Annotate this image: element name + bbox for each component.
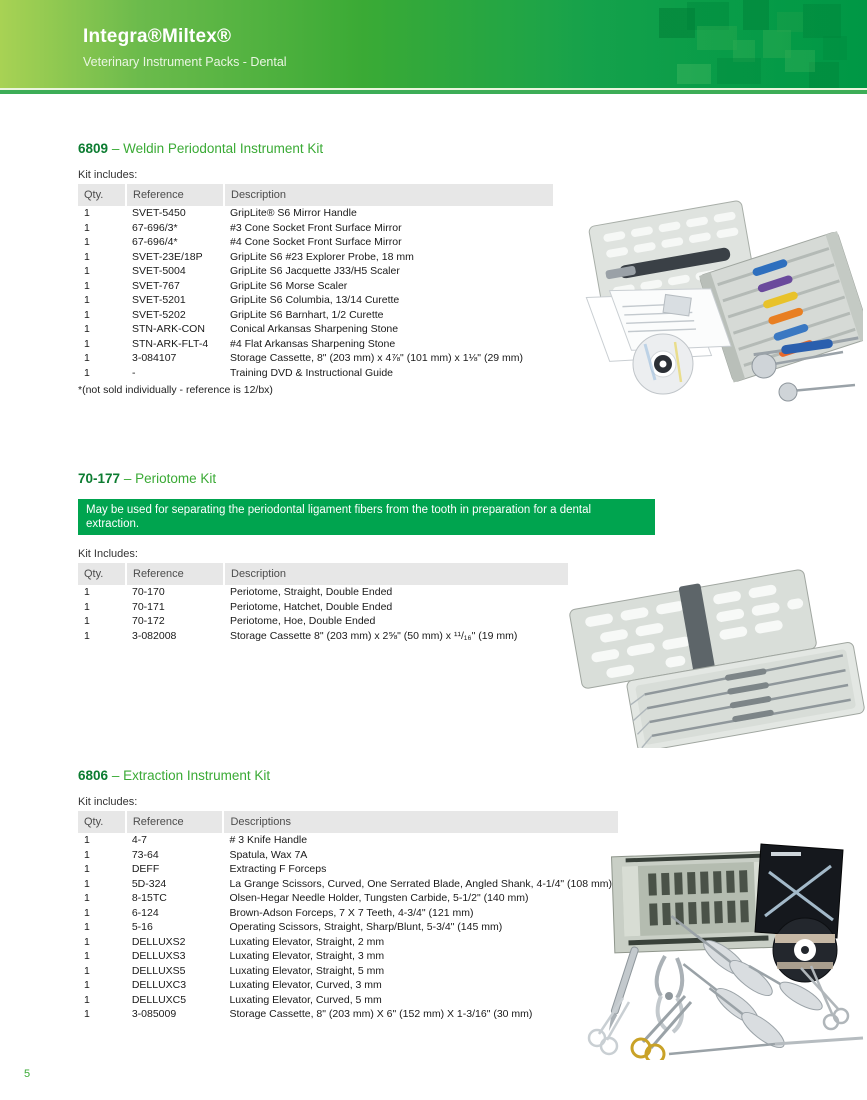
kit-includes-label: Kit Includes:: [78, 548, 138, 560]
table-cell: La Grange Scissors, Curved, One Serrated Blade, Angled Shank, 4-1/4" (108 mm): [229, 877, 612, 890]
header-text-block: [83, 26, 287, 69]
column-header-qty: Qty.: [78, 811, 126, 833]
column-header-qty: Qty.: [78, 184, 126, 206]
periotome-kit-photo: [553, 566, 865, 748]
extraction-kit-photo: [565, 838, 865, 1060]
table-row: [78, 206, 553, 221]
table-cell: SVET-5202: [132, 308, 186, 321]
table-cell: 5D-324: [131, 877, 167, 890]
table-cell: SVET-23E/18P: [132, 250, 203, 263]
column-header-reference: Reference: [126, 563, 224, 585]
table-cell: # 3 Knife Handle: [229, 834, 308, 846]
table-cell: 1: [84, 323, 90, 335]
column-header-description: Descriptions: [223, 811, 618, 833]
table-cell: GripLite S6 Columbia, 13/14 Curette: [230, 294, 400, 306]
table-cell: 1: [84, 1008, 90, 1020]
table-cell: #4 Cone Socket Front Surface Mirror: [230, 236, 402, 248]
table-cell: Extracting F Forceps: [229, 863, 327, 875]
product-code: 70-177: [78, 471, 121, 486]
kit-contents-table: [78, 811, 618, 1022]
table-row: [78, 964, 618, 979]
table-row: [78, 337, 553, 352]
table-cell: Luxating Elevator, Straight, 3 mm: [229, 950, 385, 962]
header-subtitle: Veterinary Instrument Packs - Dental: [83, 55, 287, 69]
table-cell: Periotome, Hatchet, Double Ended: [230, 600, 393, 613]
table-cell: 1: [84, 921, 90, 933]
table-row: [78, 862, 618, 877]
table-cell: Olsen-Hegar Needle Holder, Tungsten Carbide, 5-1/2" (140 mm): [229, 892, 529, 904]
table-cell: Storage Cassette 8" (203 mm) x 2⅝" (50 mm) x ¹¹/₁₆" (19 mm): [230, 629, 518, 642]
table-cell: Luxating Elevator, Curved, 5 mm: [229, 993, 382, 1006]
table-cell: 70-172: [132, 615, 165, 627]
table-cell: Brown-Adson Forceps, 7 X 7 Teeth, 4-3/4" (121 mm): [229, 906, 474, 919]
table-cell: Storage Cassette, 8" (203 mm) X 6" (152 mm) X 1-3/16" (30 mm): [229, 1008, 533, 1020]
table-row: [78, 848, 618, 863]
table-cell: 1: [84, 308, 90, 321]
table-cell: -: [132, 366, 136, 379]
usage-banner: May be used for separating the periodontal ligament fibers from the tooth in preparation for a dental extraction.: [78, 499, 655, 535]
table-cell: 1: [84, 352, 90, 364]
product-code: 6809: [78, 141, 109, 156]
table-row: [78, 322, 553, 337]
table-cell: 3-084107: [132, 352, 177, 364]
table-cell: 6-124: [131, 906, 159, 919]
table-cell: GripLite S6 Morse Scaler: [230, 279, 348, 292]
table-cell: 5-16: [131, 921, 153, 933]
header-mosaic-decoration: [547, 0, 867, 88]
section-extraction-kit: [78, 768, 618, 1022]
table-row: [78, 906, 618, 921]
table-cell: 1: [84, 877, 90, 890]
table-cell: 1: [84, 979, 90, 991]
table-row: [78, 629, 568, 644]
table-cell: 1: [84, 906, 90, 919]
column-header-reference: Reference: [126, 811, 224, 833]
table-header-row: [78, 184, 553, 206]
product-title: – Weldin Periodontal Instrument Kit: [111, 141, 324, 156]
table-cell: 67-696/3*: [132, 221, 178, 234]
table-cell: 73-64: [131, 848, 159, 861]
table-cell: Luxating Elevator, Straight, 5 mm: [229, 964, 385, 977]
table-cell: 8-15TC: [131, 892, 167, 904]
table-cell: DEFF: [131, 863, 160, 875]
table-row: [78, 351, 553, 366]
table-cell: 1: [84, 950, 90, 962]
table-row: [78, 221, 553, 236]
table-cell: 1: [84, 250, 90, 263]
table-cell: 1: [84, 294, 90, 306]
table-cell: 1: [84, 615, 90, 627]
table-cell: 1: [84, 892, 90, 904]
table-cell: 1: [84, 834, 90, 846]
table-row: [78, 614, 568, 629]
table-cell: DELLUXS2: [131, 935, 186, 948]
table-cell: 1: [84, 279, 90, 292]
table-cell: 1: [84, 207, 90, 219]
kit-includes-label: Kit includes:: [78, 796, 138, 808]
table-cell: GripLite S6 Barnhart, 1/2 Curette: [230, 308, 384, 321]
section-title: [78, 141, 558, 156]
table-cell: 1: [84, 935, 90, 948]
table-row: [78, 264, 553, 279]
table-cell: Periotome, Hoe, Double Ended: [230, 615, 376, 627]
table-header-row: [78, 563, 568, 585]
table-cell: DELLUXS5: [131, 964, 186, 977]
table-cell: Luxating Elevator, Straight, 2 mm: [229, 935, 385, 948]
column-header-reference: Reference: [126, 184, 224, 206]
table-row: [78, 600, 568, 615]
product-code: 6806: [78, 768, 109, 783]
table-cell: SVET-5450: [132, 207, 186, 219]
table-cell: STN-ARK-CON: [132, 323, 205, 335]
section-title: [78, 768, 618, 783]
table-row: [78, 250, 553, 265]
table-cell: 1: [84, 221, 90, 234]
table-row: [78, 949, 618, 964]
table-row: [78, 891, 618, 906]
table-row: [78, 833, 618, 848]
table-row: [78, 877, 618, 892]
table-cell: 1: [84, 265, 90, 277]
product-title: – Extraction Instrument Kit: [111, 768, 271, 783]
table-row: [78, 293, 553, 308]
table-cell: Training DVD & Instructional Guide: [230, 366, 394, 379]
table-cell: SVET-5201: [132, 294, 186, 306]
table-cell: GripLite S6 Jacquette J33/H5 Scaler: [230, 265, 400, 277]
table-row: [78, 235, 553, 250]
table-cell: SVET-5004: [132, 265, 186, 277]
table-cell: 1: [84, 964, 90, 977]
table-cell: STN-ARK-FLT-4: [132, 337, 209, 350]
kit-contents-table: [78, 563, 568, 643]
table-row: [78, 935, 618, 950]
table-cell: SVET-767: [132, 279, 180, 292]
section-weldin-periodontal-kit: [78, 141, 558, 396]
table-cell: Conical Arkansas Sharpening Stone: [230, 323, 399, 335]
table-cell: Operating Scissors, Straight, Sharp/Blunt, 5-3/4" (145 mm): [229, 921, 503, 933]
table-cell: 1: [84, 993, 90, 1006]
table-cell: 1: [84, 366, 90, 379]
table-row: [78, 978, 618, 993]
column-header-description: Description: [224, 563, 568, 585]
table-cell: 70-170: [132, 586, 165, 598]
table-cell: 1: [84, 629, 90, 642]
table-cell: #4 Flat Arkansas Sharpening Stone: [230, 337, 396, 350]
table-cell: DELLUXC3: [131, 979, 187, 991]
table-cell: DELLUXC5: [131, 993, 187, 1006]
table-cell: 3-085009: [131, 1008, 177, 1020]
table-row: [78, 993, 618, 1008]
kit-contents-table: [78, 184, 553, 380]
table-cell: Spatula, Wax 7A: [229, 848, 308, 861]
table-cell: 67-696/4*: [132, 236, 178, 248]
table-cell: 1: [84, 863, 90, 875]
table-cell: 1: [84, 236, 90, 248]
table-cell: 1: [84, 337, 90, 350]
page-header: [0, 0, 867, 88]
brand-logo: Integra®Miltex®: [83, 26, 232, 47]
table-cell: #3 Cone Socket Front Surface Mirror: [230, 221, 402, 234]
table-cell: Luxating Elevator, Curved, 3 mm: [229, 979, 382, 991]
column-header-description: Description: [224, 184, 553, 206]
table-row: [78, 585, 568, 600]
table-cell: Storage Cassette, 8" (203 mm) x 4⅞" (101 mm) x 1⅛" (29 mm): [230, 352, 524, 364]
table-cell: 1: [84, 848, 90, 861]
table-row: [78, 366, 553, 381]
weldin-periodontal-kit-photo: [563, 192, 863, 407]
table-cell: 70-171: [132, 600, 165, 613]
table-cell: DELLUXS3: [131, 950, 186, 962]
section-title: [78, 471, 678, 486]
table-cell: 3-082008: [132, 629, 177, 642]
kit-includes-label: Kit includes:: [78, 169, 138, 181]
table-cell: GripLite® S6 Mirror Handle: [230, 207, 357, 219]
table-row: [78, 1007, 618, 1022]
table-cell: 4-7: [131, 834, 148, 846]
product-title: – Periotome Kit: [123, 471, 217, 486]
table-header-row: [78, 811, 618, 833]
table-cell: GripLite S6 #23 Explorer Probe, 18 mm: [230, 250, 414, 263]
table-cell: 1: [84, 600, 90, 613]
table-cell: 1: [84, 586, 90, 598]
footnote: *(not sold individually - reference is 12/bx): [78, 384, 273, 396]
table-row: [78, 279, 553, 294]
table-row: [78, 920, 618, 935]
table-row: [78, 308, 553, 323]
column-header-qty: Qty.: [78, 563, 126, 585]
page-number: 5: [24, 1068, 31, 1080]
table-cell: Periotome, Straight, Double Ended: [230, 586, 393, 598]
